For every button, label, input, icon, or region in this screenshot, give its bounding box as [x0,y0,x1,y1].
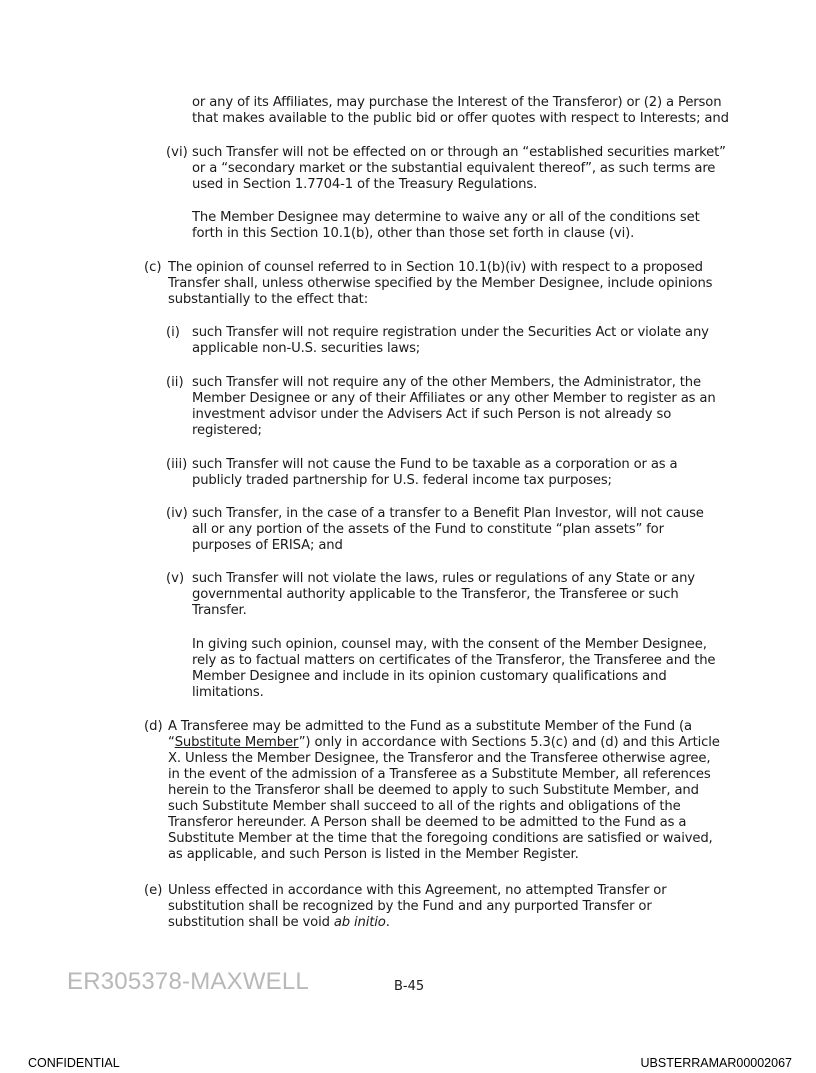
clause-c-iii-label: (iii) [166,457,188,472]
clause-c-iv-text: such Transfer, in the case of a transfer to a Benefit Plan Investor, will not cause all or any portion of the assets of the Fund to constitute “plan assets” for purposes of ERISA; and [192,506,704,553]
section-c-closing: In giving such opinion, counsel may, with the consent of the Member Designee, rely as to factual matters on certificates of the Transferor, the Transferee and the Member Designee and include in its opinion customary qualifications and limitations. [192,637,716,700]
clause-c-label: (c) [144,260,162,275]
page-number: B-45 [394,979,425,994]
clause-c-iv-label: (iv) [166,506,188,521]
clause-d-label: (d) [144,719,163,734]
clause-c-v-text: such Transfer will not violate the laws, rules or regulations of any State or any governmental authority applicable to the Transferor, the Transferee or such Transfer. [192,571,695,618]
clause-c-ii-label: (ii) [166,375,184,390]
clause-v-continuation: or any of its Affiliates, may purchase the Interest of the Transferor) or (2) a Person that makes available to the public bid or offer quotes with respect to Interests; and [192,95,729,126]
clause-c-i-text: such Transfer will not require registration under the Securities Act or violate any applicable non-U.S. securities laws; [192,325,709,356]
clause-d-text: A Transferee may be admitted to the Fund as a substitute Member of the Fund (a “Substitute Member”) only in accordance with Sections 5.3(c) and (d) and this Article X. Unless the Member Designee, the Transferor and the Transferee otherwise agree, in the event of the admission of a Transferee as a Substitute Member, all references herein to the Transferor shall be deemed to apply to such Substitute Member, and such Substitute Member shall succeed to all of the rights and obligations of the Transferor hereunder. A Person shall be deemed to be admitted to the Fund as a Substitute Member at the time that the foregoing conditions are satisfied or waived, as applicable, and such Person is listed in the Member Register. [168,719,720,862]
substitute-member-defined-term: Substitute Member [174,735,299,750]
footer-bates-number: UBSTERRAMAR00002067 [640,1056,792,1070]
clause-c-i-label: (i) [166,325,180,340]
clause-c-text: The opinion of counsel referred to in Section 10.1(b)(iv) with respect to a proposed Transfer shall, unless otherwise specified by the Member Designee, include opinions substantially to the effect that: [168,260,713,307]
clause-c-iii-text: such Transfer will not cause the Fund to be taxable as a corporation or as a publicly traded partnership for U.S. federal income tax purposes; [192,457,678,488]
clause-e-label: (e) [144,883,163,898]
ab-initio-italic: ab initio [333,915,386,930]
clause-c-v-label: (v) [166,571,185,586]
clause-vi-label: (vi) [166,145,188,160]
clause-c-ii-text: such Transfer will not require any of the other Members, the Administrator, the Member Designee or any of their Affiliates or any other Member to register as an investment advisor under the Advisers Act if such Person is not already so registered; [192,375,716,438]
clause-e-text: Unless effected in accordance with this Agreement, no attempted Transfer or substitution shall be recognized by the Fund and any purported Transfer or substitution shall be void ab initio. [168,883,667,930]
clause-vi-text: such Transfer will not be effected on or through an “established securities market” or a “secondary market or the substantial equivalent thereof”, as such terms are used in Section 1.7704-1 of the Treasury Regulations. [192,145,726,192]
bates-watermark: ER305378-MAXWELL [67,968,309,995]
footer-confidential: CONFIDENTIAL [28,1056,120,1070]
section-b-closing: The Member Designee may determine to waive any or all of the conditions set forth in this Section 10.1(b), other than those set forth in clause (vi). [192,210,700,241]
